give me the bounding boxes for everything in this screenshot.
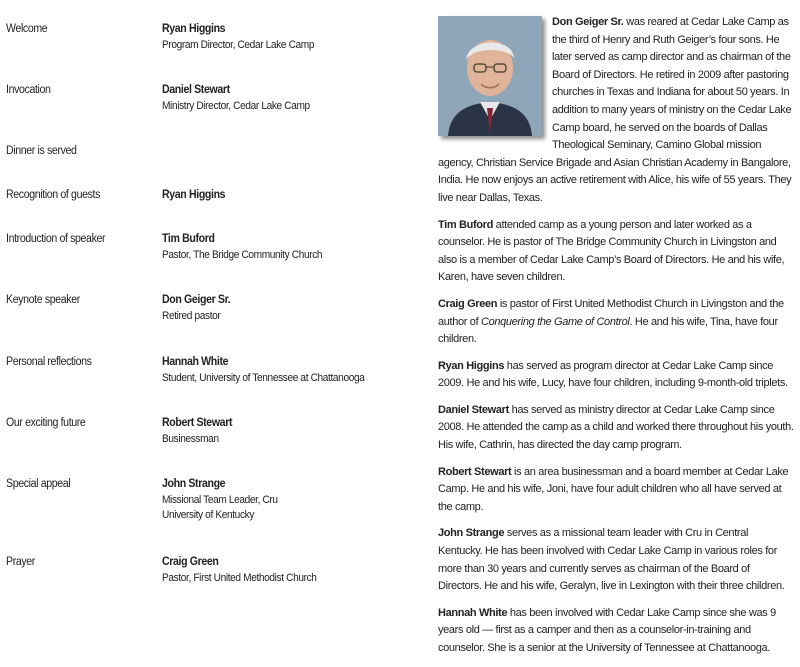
bio-text: is pastor of First United Methodist Church in Livingston and the author of — [438, 297, 784, 328]
participant-name: John Strange — [162, 478, 226, 490]
participant-affiliation: University of Kentucky — [162, 509, 255, 521]
bio-name: Robert Stewart — [438, 465, 512, 478]
portrait-image — [438, 16, 542, 136]
bio-name: Tim Buford — [438, 218, 493, 231]
program-item: Personal reflections — [6, 356, 92, 368]
bio-text: has been involved with Cedar Lake Camp since she was 9 years old — first as a camper and then as a counselor-in-training and counselor. She is a senior at the University of Tennessee at Chattanooga. — [438, 606, 776, 654]
bio-geiger — [438, 14, 794, 208]
participant-name: Ryan Higgins — [162, 189, 226, 201]
participant-name: Ryan Higgins — [162, 23, 226, 35]
participant-role: Missional Team Leader, Cru — [162, 494, 278, 506]
participant — [162, 417, 420, 445]
participant-name: Robert Stewart — [162, 417, 233, 429]
participant-role: Pastor, First United Methodist Church — [162, 572, 317, 584]
participant — [162, 294, 420, 322]
program-item: Welcome — [6, 23, 48, 35]
participant-role: Ministry Director, Cedar Lake Camp — [162, 100, 310, 112]
participant — [162, 84, 420, 112]
book-title: Conquering the Game of Control — [480, 315, 630, 328]
bio-text: was reared at Cedar Lake Camp as the third of Henry and Ruth Geiger’s four sons. He later served as camp director and as chairman of the Board of Directors. He retired in 2009 after pastoring churches in Texas and Indiana for about 50 years. In addition to many years of ministry on the Cedar Lake Camp board, he served on the boards of Dallas Theological Seminary, Camino Global mission agency, Christian Service Brigade and Asian Christian Academy in Bangalore, India. He now enjoys an active retirement with Alice, his wife of 55 years. They live near Dallas, Texas. — [438, 16, 792, 204]
bio-strange — [438, 525, 794, 595]
bio-name: John Strange — [438, 527, 505, 540]
bio-name: Don Geiger Sr. — [552, 16, 624, 28]
participant — [162, 189, 420, 201]
program-item: Our exciting future — [6, 417, 86, 429]
bio-robert-stewart — [438, 464, 794, 517]
participant-name: Tim Buford — [162, 233, 215, 245]
bio-name: Daniel Stewart — [438, 403, 509, 416]
participant-name: Daniel Stewart — [162, 84, 230, 96]
bio-higgins — [438, 358, 794, 393]
program-item: Prayer — [6, 556, 35, 568]
program-item: Invocation — [6, 84, 51, 96]
participant-role: Student, University of Tennessee at Chattanooga — [162, 372, 365, 384]
participant — [162, 556, 420, 584]
bio-green — [438, 296, 794, 349]
program-item: Special appeal — [6, 478, 71, 490]
participant-role: Businessman — [162, 433, 219, 445]
bio-white — [438, 605, 794, 658]
bio-text: serves as a missional team leader with Cru in Central Kentucky. He has been involved with Cedar Lake Camp in various roles for more than 30 years and currently serves as chairman of the Board of Directors. He and his wife, Geralyn, live in Lexington with their three children. — [438, 527, 785, 593]
bio-name: Craig Green — [438, 297, 498, 310]
speaker-photo — [438, 16, 542, 136]
speaker-bios — [438, 14, 794, 667]
bio-text: attended camp as a young person and later worked as a counselor. He is pastor of The Bridge Community Church in Livingston and also is a member of Cedar Lake Camp’s Board of Directors. He and his wife, Karen, have seven children. — [438, 218, 785, 284]
bio-buford — [438, 217, 794, 287]
participant-role: Pastor, The Bridge Community Church — [162, 249, 323, 261]
program-item: Recognition of guests — [6, 189, 101, 201]
participant — [162, 356, 420, 384]
participant-role: Retired pastor — [162, 310, 221, 322]
participant-name: Craig Green — [162, 556, 219, 568]
program-schedule — [0, 0, 420, 600]
bio-name: Ryan Higgins — [438, 359, 505, 372]
participant-name: Hannah White — [162, 356, 229, 368]
bio-daniel-stewart — [438, 402, 794, 455]
program-item: Dinner is served — [6, 145, 77, 157]
bio-name: Hannah White — [438, 606, 508, 619]
bio-text: has served as ministry director at Cedar Lake Camp since 2008. He attended the camp as a child and worked there throughout his youth. His wife, Cathrin, has directed the day camp program. — [438, 403, 794, 452]
participant-name: Don Geiger Sr. — [162, 294, 231, 306]
bio-text: has served as program director at Cedar Lake Camp since 2009. He and his wife, Lucy, have four children, including 9-month-old triplets. — [438, 359, 788, 390]
program-item: Introduction of speaker — [6, 233, 106, 245]
participant — [162, 478, 420, 521]
participant — [162, 233, 420, 261]
bio-text: is an area businessman and a board member at Cedar Lake Camp. He and his wife, Joni, have four adult children who all have served at the camp. — [438, 465, 789, 513]
participant — [162, 23, 420, 51]
program-item: Keynote speaker — [6, 294, 80, 306]
bio-text: . He and his wife, Tina, have four children. — [438, 315, 778, 346]
participant-role: Program Director, Cedar Lake Camp — [162, 39, 315, 51]
